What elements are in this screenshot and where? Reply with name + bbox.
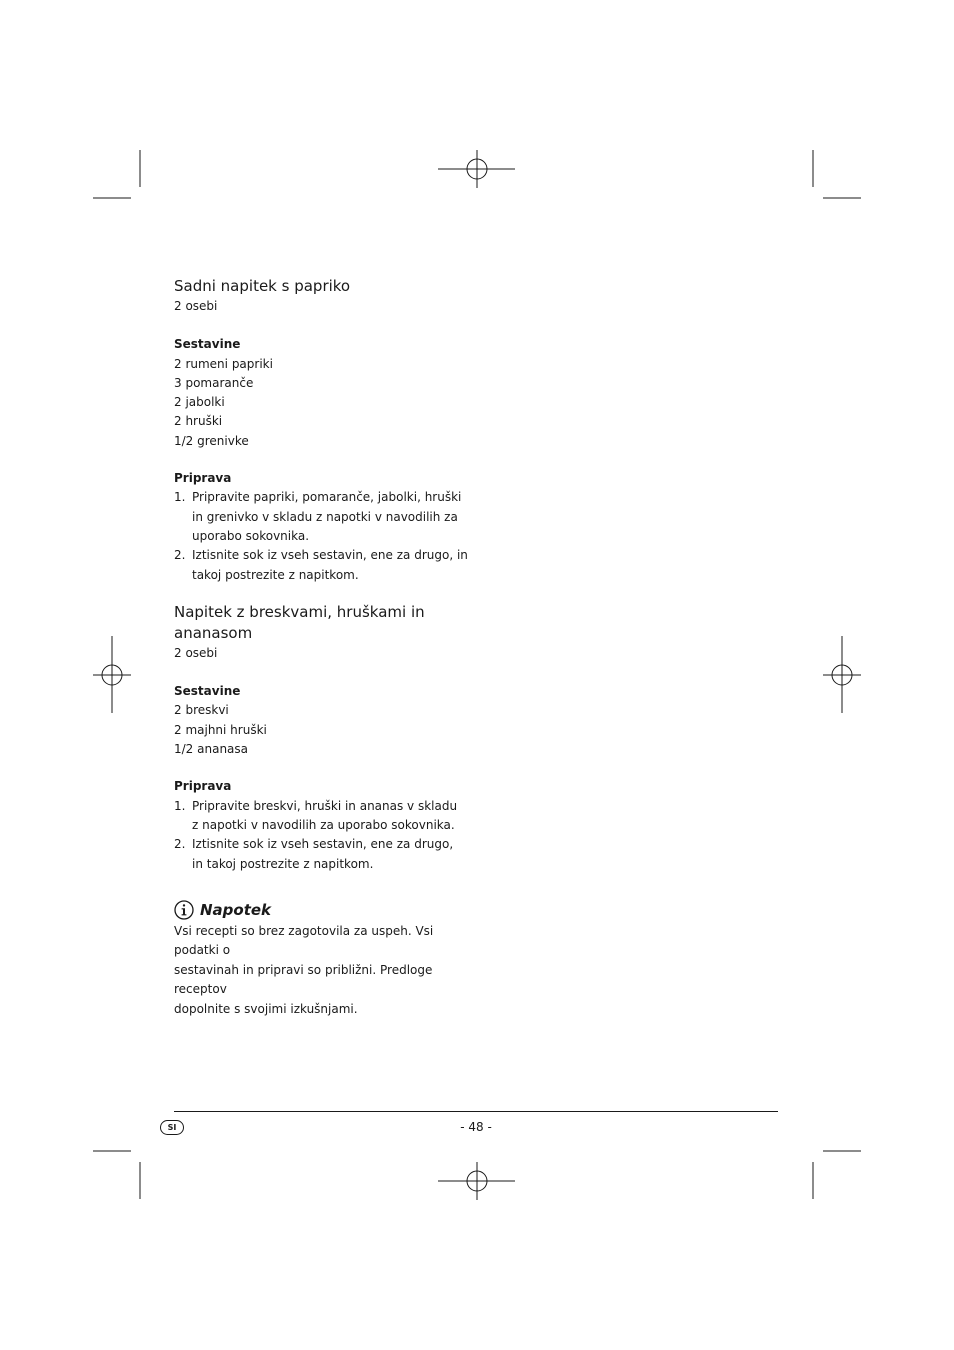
ingredient-item: 1/2 ananasa [174,742,249,757]
step-number: 1. [174,490,186,505]
step-line: z napotki v navodilih za uporabo sokovnika. [192,817,455,832]
step-line: Pripravite breskvi, hruški in ananas v skladu [192,798,458,813]
preparation-step [174,835,474,874]
recipe-2 [174,602,474,874]
note-box [174,900,474,1020]
note-line: Vsi recepti so brez zagotovila za uspeh. Vsi podatki o [174,923,434,958]
note-line: sestavinah in pripravi so približni. Predloge receptov [174,962,433,997]
ingredients-heading: Sestavine [174,684,241,699]
page-number: - 48 - [460,1120,492,1134]
recipe-1 [174,276,474,585]
step-line: Iztisnite sok iz vseh sestavin, ene za drugo, in [192,548,468,563]
note-text [174,922,469,1020]
step-number: 1. [174,798,186,813]
preparation-step [174,488,474,546]
step-line: uporabo sokovnika. [192,528,310,543]
step-number: 2. [174,548,186,563]
ingredients-heading: Sestavine [174,337,241,352]
ingredient-item: 3 pomaranče [174,375,254,390]
note-title: Napotek [200,900,272,919]
ingredient-item: 2 jabolki [174,395,225,410]
step-number: 2. [174,837,186,852]
preparation-step [174,797,474,836]
ingredient-item: 2 breskvi [174,703,229,718]
language-badge: SI [160,1120,184,1135]
preparation-heading: Priprava [174,471,232,486]
recipe-title-line: ananasom [174,623,253,642]
preparation-step [174,546,474,585]
step-line: in grenivko v skladu z napotki v navodilih za [192,509,458,524]
recipe-title: Sadni napitek s papriko [174,277,351,295]
note-header [174,900,474,920]
recipe-title-line: Napitek z breskvami, hruškami in [174,602,425,621]
preparation-steps [174,797,474,874]
info-icon [174,900,194,920]
ingredient-item: 2 rumeni papriki [174,356,273,371]
preparation-heading: Priprava [174,779,232,794]
recipe-title [174,602,474,644]
step-line: takoj postrezite z napitkom. [192,567,359,582]
ingredient-item: 2 hruški [174,414,223,429]
recipe-servings: 2 osebi [174,645,218,660]
preparation-steps [174,488,474,584]
ingredient-item: 1/2 grenivke [174,433,249,448]
step-line: Pripravite papriki, pomaranče, jabolki, hruški [192,490,462,505]
ingredient-item: 2 majhni hruški [174,722,267,737]
step-line: in takoj postrezite z napitkom. [192,856,374,871]
recipe-servings: 2 osebi [174,299,218,313]
note-line: dopolnite s svojimi izkušnjami. [174,1001,358,1016]
page-content [174,276,474,1019]
footer-divider [174,1111,778,1112]
step-line: Iztisnite sok iz vseh sestavin, ene za drugo, [192,837,454,852]
